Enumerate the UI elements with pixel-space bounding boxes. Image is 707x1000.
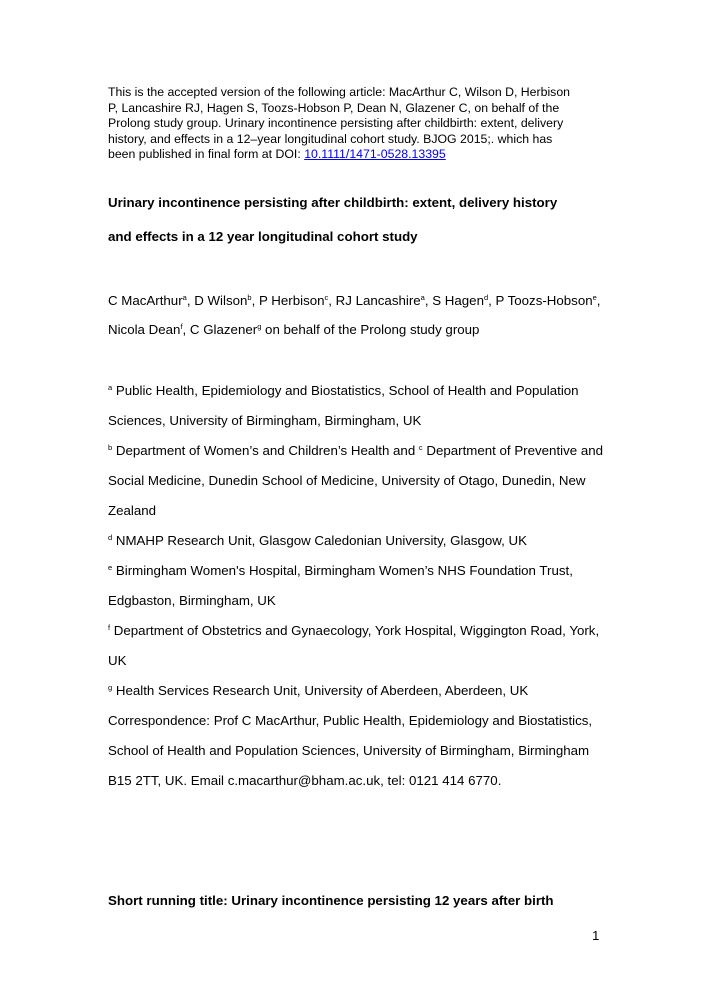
affiliation-marker: g	[108, 683, 113, 692]
affiliation-marker: e	[108, 563, 113, 572]
affiliation-text: Public Health, Epidemiology and Biostatistics, School of Health and Population	[112, 383, 579, 398]
running-title	[108, 893, 554, 908]
author-affiliation-marker: c	[324, 293, 329, 302]
author-separator: ,	[182, 322, 190, 337]
notice-doi-prefix: been published in final form at DOI:	[108, 147, 305, 161]
author-affiliation-marker: b	[247, 293, 252, 302]
author-name: P Herbison	[258, 293, 325, 308]
author-separator: ,	[596, 293, 601, 308]
affiliation-line	[108, 383, 579, 398]
author-name: P Toozs-Hobson	[495, 293, 593, 308]
affiliation-text: Social Medicine, Dunedin School of Medicine, University of Otago, Dunedin, New	[108, 473, 586, 488]
affiliation-line	[108, 563, 573, 578]
author-name: C MacArthur	[108, 293, 183, 308]
author-affiliation-marker: g	[257, 322, 262, 331]
affiliation-text: Birmingham Women's Hospital, Birmingham Women’s NHS Foundation Trust,	[112, 563, 573, 578]
affiliation-line	[108, 503, 156, 518]
affiliation-text: Department of Preventive and	[422, 443, 604, 458]
correspondence-line: B15 2TT, UK. Email c.macarthur@bham.ac.uk, tel: 0121 414 6770.	[108, 773, 502, 788]
notice-line: Prolong study group. Urinary incontinence persisting after childbirth: extent, delivery	[108, 116, 564, 130]
author-affiliation-marker: a	[420, 293, 425, 302]
affiliation-line	[108, 473, 585, 488]
affiliation-text: Department of Obstetrics and Gynaecology, York Hospital, Wiggington Road, York,	[110, 623, 600, 638]
affiliation-line	[108, 533, 527, 548]
author-separator: ,	[328, 293, 336, 308]
affiliation-text: Department of Women’s and Children’s Health and	[112, 443, 419, 458]
affiliation-line	[108, 653, 126, 668]
author-separator: ,	[251, 293, 259, 308]
author-name: C Glazener	[189, 322, 258, 337]
author-name: RJ Lancashire	[335, 293, 421, 308]
running-title-label: Short running title:	[108, 893, 232, 908]
author-affiliation-marker: d	[483, 293, 489, 302]
notice-line	[108, 147, 608, 163]
author-line-1	[108, 293, 600, 308]
affiliation-line	[108, 623, 599, 638]
affiliation-line	[108, 443, 603, 458]
correspondence-line: Correspondence: Prof C MacArthur, Public Health, Epidemiology and Biostatistics,	[108, 713, 593, 728]
affiliation-text: Health Services Research Unit, University of Aberdeen, Aberdeen, UK	[112, 683, 529, 698]
author-name: D Wilson	[194, 293, 248, 308]
author-separator: ,	[488, 293, 496, 308]
author-name: Nicola Dean	[108, 322, 181, 337]
notice-line: P, Lancashire RJ, Hagen S, Toozs-Hobson P, Dean N, Glazener C, on behalf of the	[108, 100, 560, 115]
affiliation-text: NMAHP Research Unit, Glasgow Caledonian University, Glasgow, UK	[112, 533, 528, 548]
acceptance-notice	[108, 85, 608, 163]
affiliation-text: Sciences, University of Birmingham, Birmingham, UK	[108, 413, 422, 428]
affiliation-text: Edgbaston, Birmingham, UK	[108, 593, 276, 608]
notice-line: This is the accepted version of the following article: MacArthur C, Wilson D, Herbison	[108, 85, 571, 99]
paper-title-line1: Urinary incontinence persisting after childbirth: extent, delivery history	[108, 195, 558, 210]
doi-link[interactable]: 10.1111/1471-0528.13395	[304, 147, 446, 161]
affiliation-marker: a	[108, 383, 113, 392]
affiliation-text: Zealand	[108, 503, 157, 518]
correspondence-line: School of Health and Population Sciences, University of Birmingham, Birmingham	[108, 743, 590, 758]
affiliation-marker: c	[418, 443, 423, 452]
author-affiliation-marker: f	[180, 322, 183, 331]
affiliation-line	[108, 413, 421, 428]
author-name: S Hagen	[432, 293, 484, 308]
notice-line: history, and effects in a 12–year longitudinal cohort study. BJOG 2015;. which has	[108, 131, 553, 146]
author-separator: ,	[186, 293, 195, 308]
author-group-note: on behalf of the Prolong study group	[261, 322, 480, 337]
author-affiliation-marker: e	[592, 293, 597, 302]
affiliation-marker: f	[108, 623, 111, 632]
author-separator: ,	[424, 293, 433, 308]
affiliation-marker: d	[108, 533, 113, 542]
running-title-text: Urinary incontinence persisting 12 years after birth	[231, 893, 554, 908]
affiliation-line	[108, 683, 528, 698]
author-affiliation-marker: a	[182, 293, 187, 302]
page-number: 1	[592, 928, 600, 943]
affiliation-line	[108, 593, 276, 608]
paper-title-line2: and effects in a 12 year longitudinal cohort study	[108, 229, 418, 244]
affiliation-text: UK	[108, 653, 127, 668]
affiliation-marker: b	[108, 443, 113, 452]
author-line-2	[108, 322, 479, 337]
